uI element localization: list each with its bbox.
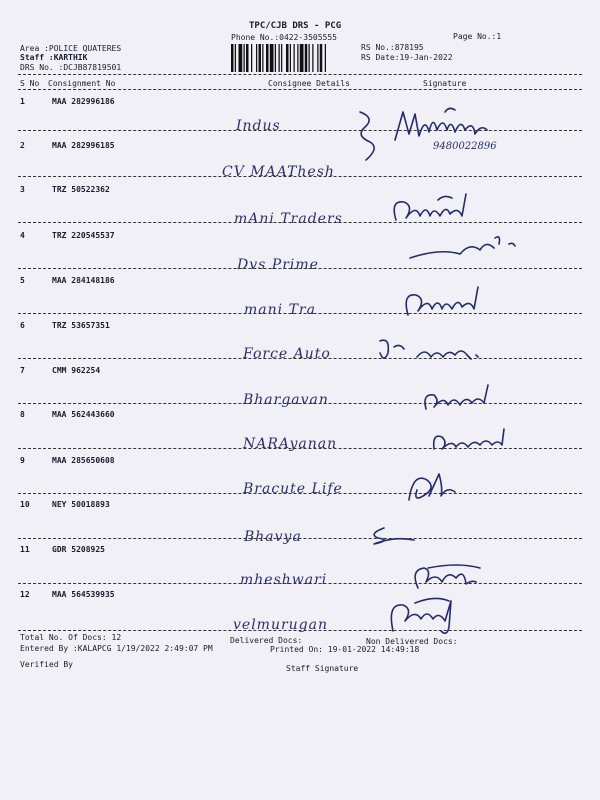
- row-divider: [18, 630, 582, 631]
- consignee-handwritten: Bhavya: [244, 529, 302, 545]
- area-label: Area :POLICE QUATERES: [20, 44, 122, 53]
- row-sno: 7: [20, 366, 25, 375]
- row-consignment-no: MAA 282996186: [52, 97, 115, 106]
- signature-5: [400, 285, 510, 325]
- verified-by: Verified By: [20, 660, 73, 669]
- consignee-handwritten: Bracute Life: [243, 481, 343, 497]
- signature-phone-note: 9480022896: [433, 141, 497, 152]
- consignee-handwritten: Force Auto: [243, 346, 331, 362]
- staff-signature-label: Staff Signature: [286, 664, 359, 673]
- col-header-consignment: Consignment No: [48, 79, 116, 88]
- consignee-handwritten: Bhargavan: [243, 392, 329, 408]
- row-divider: [18, 268, 582, 269]
- signature-1: [350, 100, 530, 170]
- page-number: Page No.:1: [453, 32, 502, 41]
- row-consignment-no: CMM 962254: [52, 366, 101, 375]
- signature-10: [360, 522, 420, 547]
- row-sno: 8: [20, 410, 25, 419]
- row-consignment-no: GDR 5208925: [52, 545, 105, 554]
- consignee-handwritten: mheshwari: [240, 572, 328, 588]
- signature-12: [385, 595, 475, 637]
- signature-7: [420, 383, 510, 415]
- consignee-handwritten: velmurugan: [233, 617, 328, 633]
- delivered-docs: Delivered Docs:: [230, 636, 303, 645]
- row-consignment-no: MAA 564539935: [52, 590, 115, 599]
- document-title: TPC/CJB DRS - PCG: [249, 21, 342, 31]
- col-header-sno: S No: [20, 79, 40, 88]
- row-sno: 1: [20, 97, 25, 106]
- consignee-handwritten: mani Tra: [244, 302, 316, 318]
- divider: [18, 74, 582, 75]
- rs-date: RS Date:19-Jan-2022: [361, 53, 453, 62]
- row-sno: 4: [20, 231, 25, 240]
- row-sno: 5: [20, 276, 25, 285]
- consignee-handwritten: NARAyanan: [243, 436, 338, 452]
- row-divider: [18, 583, 582, 584]
- row-sno: 3: [20, 185, 25, 194]
- staff-label: Staff :KARTHIK: [20, 53, 88, 62]
- row-sno: 12: [20, 590, 30, 599]
- non-delivered-docs: Non Delivered Docs:: [366, 637, 458, 646]
- col-header-consignee: Consignee Details: [268, 79, 350, 88]
- row-sno: 9: [20, 456, 25, 465]
- signature-11: [408, 560, 488, 595]
- total-docs: Total No. Of Docs: 12: [20, 633, 122, 642]
- col-header-signature: Signature: [423, 79, 467, 88]
- row-consignment-no: NEY 50018893: [52, 500, 110, 509]
- consignee-handwritten: mAni Traders: [234, 211, 343, 227]
- row-sno: 6: [20, 321, 25, 330]
- row-consignment-no: MAA 285650608: [52, 456, 115, 465]
- signature-6: [372, 333, 532, 368]
- signature-3: [388, 190, 498, 230]
- divider: [18, 89, 582, 90]
- phone-number: Phone No.:0422-3505555: [231, 33, 337, 42]
- entered-by: Entered By :KALAPCG 1/19/2022 2:49:07 PM: [20, 644, 213, 653]
- row-sno: 10: [20, 500, 30, 509]
- signature-8: [428, 425, 528, 455]
- consignee-handwritten: Dvs Prime: [237, 257, 319, 273]
- row-divider: [18, 493, 582, 494]
- signature-9: [403, 472, 483, 507]
- barcode: [231, 44, 358, 72]
- row-consignment-no: TRZ 220545537: [52, 231, 115, 240]
- signature-4: [405, 230, 525, 265]
- consignee-handwritten: Indus: [236, 118, 281, 134]
- row-consignment-no: MAA 284148186: [52, 276, 115, 285]
- row-divider: [18, 538, 582, 539]
- row-consignment-no: TRZ 53657351: [52, 321, 110, 330]
- row-sno: 11: [20, 545, 30, 554]
- printed-on: Printed On: 19-01-2022 14:49:18: [270, 645, 420, 654]
- row-sno: 2: [20, 141, 25, 150]
- row-consignment-no: MAA 562443660: [52, 410, 115, 419]
- rs-number: RS No.:878195: [361, 43, 424, 52]
- row-divider: [18, 176, 582, 177]
- consignee-handwritten: CV MAAThesh: [222, 164, 335, 180]
- drs-number: DRS No. :DCJB87819501: [20, 63, 122, 72]
- row-consignment-no: MAA 282996185: [52, 141, 115, 150]
- row-consignment-no: TRZ 50522362: [52, 185, 110, 194]
